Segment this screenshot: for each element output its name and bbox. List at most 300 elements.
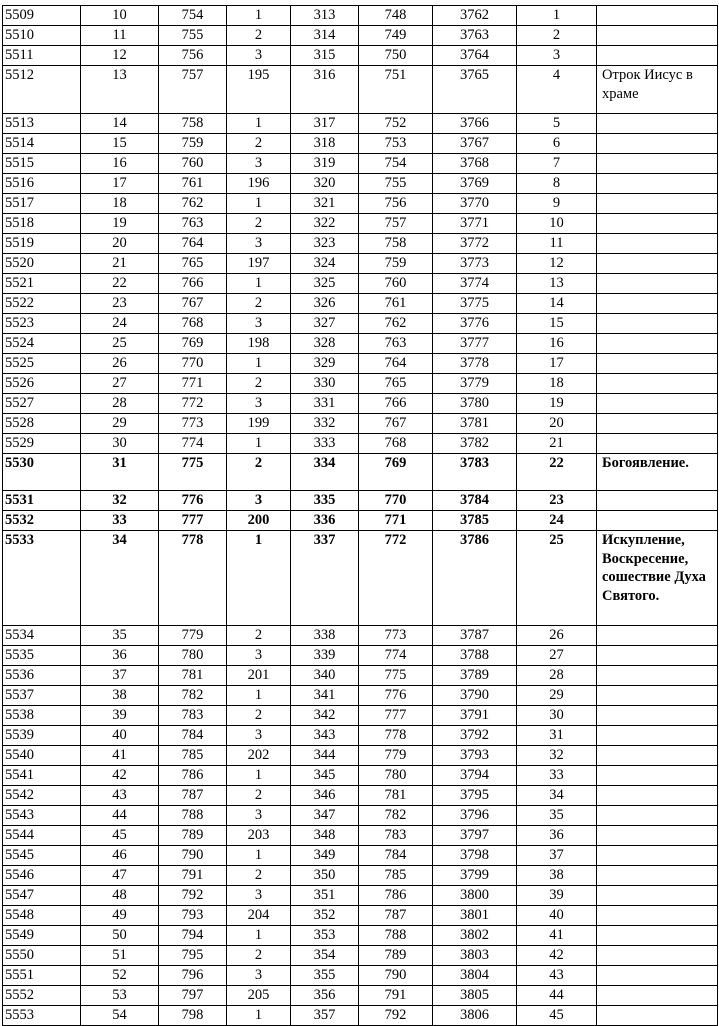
table-cell: 43 — [517, 966, 597, 986]
table-row — [3, 1006, 718, 1026]
table-cell: 32 — [517, 746, 597, 766]
table-cell: 339 — [291, 646, 359, 666]
event-note-cell — [597, 374, 718, 394]
event-note-cell — [597, 1006, 718, 1026]
table-cell: 4 — [517, 66, 597, 114]
table-cell: 3 — [227, 314, 291, 334]
table-cell: 325 — [291, 274, 359, 294]
table-row — [3, 511, 718, 531]
table-cell: 793 — [159, 906, 227, 926]
table-cell: 50 — [81, 926, 159, 946]
table-cell: 6 — [517, 134, 597, 154]
table-cell: 3767 — [433, 134, 517, 154]
table-cell: 330 — [291, 374, 359, 394]
table-cell: 29 — [517, 686, 597, 706]
table-cell: 781 — [159, 666, 227, 686]
table-cell: 795 — [159, 946, 227, 966]
table-cell: 28 — [517, 666, 597, 686]
table-cell: 2 — [517, 26, 597, 46]
event-note-cell: Отрок Иисус в храме — [597, 66, 718, 114]
table-cell: 3 — [227, 966, 291, 986]
table-cell: 5530 — [3, 454, 81, 491]
table-cell: 5524 — [3, 334, 81, 354]
event-note-cell — [597, 746, 718, 766]
table-cell: 5541 — [3, 766, 81, 786]
event-note-cell — [597, 434, 718, 454]
table-cell: 31 — [81, 454, 159, 491]
table-cell: 28 — [81, 394, 159, 414]
table-cell: 2 — [227, 946, 291, 966]
table-cell: 776 — [359, 686, 433, 706]
table-cell: 797 — [159, 986, 227, 1006]
table-cell: 764 — [359, 354, 433, 374]
table-row — [3, 986, 718, 1006]
table-cell: 3 — [227, 394, 291, 414]
table-row — [3, 354, 718, 374]
table-cell: 7 — [517, 154, 597, 174]
table-cell: 3792 — [433, 726, 517, 746]
table-cell: 331 — [291, 394, 359, 414]
table-cell: 787 — [359, 906, 433, 926]
table-row — [3, 926, 718, 946]
table-cell: 337 — [291, 531, 359, 626]
table-cell: 1 — [227, 434, 291, 454]
table-cell: 318 — [291, 134, 359, 154]
table-cell: 794 — [159, 926, 227, 946]
table-cell: 336 — [291, 511, 359, 531]
table-cell: 13 — [81, 66, 159, 114]
table-cell: 3781 — [433, 414, 517, 434]
table-cell: 784 — [359, 846, 433, 866]
table-cell: 3 — [227, 646, 291, 666]
table-cell: 16 — [517, 334, 597, 354]
table-cell: 3798 — [433, 846, 517, 866]
table-cell: 5536 — [3, 666, 81, 686]
table-cell: 42 — [81, 766, 159, 786]
table-cell: 757 — [359, 214, 433, 234]
table-cell: 5519 — [3, 234, 81, 254]
table-cell: 40 — [81, 726, 159, 746]
table-cell: 45 — [517, 1006, 597, 1026]
table-cell: 43 — [81, 786, 159, 806]
table-cell: 763 — [359, 334, 433, 354]
table-cell: 1 — [227, 274, 291, 294]
table-cell: 3803 — [433, 946, 517, 966]
table-cell: 3 — [227, 46, 291, 66]
table-row — [3, 6, 718, 26]
event-note-cell — [597, 786, 718, 806]
table-cell: 30 — [517, 706, 597, 726]
table-cell: 2 — [227, 26, 291, 46]
event-note-cell — [597, 666, 718, 686]
table-cell: 772 — [159, 394, 227, 414]
table-cell: 46 — [81, 846, 159, 866]
table-cell: 354 — [291, 946, 359, 966]
table-cell: 23 — [81, 294, 159, 314]
table-cell: 3805 — [433, 986, 517, 1006]
table-row — [3, 374, 718, 394]
table-cell: 2 — [227, 866, 291, 886]
table-cell: 5545 — [3, 846, 81, 866]
table-cell: 783 — [159, 706, 227, 726]
table-cell: 23 — [517, 491, 597, 511]
table-cell: 5520 — [3, 254, 81, 274]
table-row — [3, 726, 718, 746]
table-cell: 34 — [81, 531, 159, 626]
table-cell: 328 — [291, 334, 359, 354]
table-cell: 15 — [517, 314, 597, 334]
event-note-cell — [597, 114, 718, 134]
event-note-cell — [597, 686, 718, 706]
table-cell: 34 — [517, 786, 597, 806]
table-cell: 2 — [227, 294, 291, 314]
table-cell: 338 — [291, 626, 359, 646]
table-cell: 341 — [291, 686, 359, 706]
table-cell: 332 — [291, 414, 359, 434]
table-cell: 1 — [227, 846, 291, 866]
table-cell: 195 — [227, 66, 291, 114]
table-cell: 5533 — [3, 531, 81, 626]
table-cell: 783 — [359, 826, 433, 846]
table-cell: 3 — [227, 154, 291, 174]
table-cell: 756 — [159, 46, 227, 66]
table-row — [3, 766, 718, 786]
table-cell: 753 — [359, 134, 433, 154]
table-cell: 771 — [159, 374, 227, 394]
table-cell: 12 — [81, 46, 159, 66]
table-cell: 22 — [81, 274, 159, 294]
table-cell: 780 — [159, 646, 227, 666]
table-cell: 39 — [81, 706, 159, 726]
table-cell: 749 — [359, 26, 433, 46]
table-cell: 754 — [359, 154, 433, 174]
table-cell: 199 — [227, 414, 291, 434]
table-row — [3, 26, 718, 46]
table-cell: 3790 — [433, 686, 517, 706]
table-cell: 1 — [227, 1006, 291, 1026]
event-note-cell — [597, 926, 718, 946]
table-cell: 25 — [81, 334, 159, 354]
table-row — [3, 394, 718, 414]
table-cell: 765 — [359, 374, 433, 394]
event-note-cell — [597, 194, 718, 214]
table-row — [3, 194, 718, 214]
table-cell: 3763 — [433, 26, 517, 46]
event-note-cell — [597, 254, 718, 274]
table-cell: 200 — [227, 511, 291, 531]
table-cell: 49 — [81, 906, 159, 926]
table-cell: 5539 — [3, 726, 81, 746]
table-cell: 20 — [517, 414, 597, 434]
table-cell: 5526 — [3, 374, 81, 394]
table-row — [3, 531, 718, 626]
event-note-cell — [597, 706, 718, 726]
table-cell: 5538 — [3, 706, 81, 726]
table-cell: 5551 — [3, 966, 81, 986]
table-cell: 3 — [227, 806, 291, 826]
table-cell: 314 — [291, 26, 359, 46]
table-cell: 17 — [517, 354, 597, 374]
table-cell: 760 — [359, 274, 433, 294]
table-row — [3, 114, 718, 134]
table-cell: 5542 — [3, 786, 81, 806]
table-cell: 763 — [159, 214, 227, 234]
event-note-cell — [597, 866, 718, 886]
event-note-cell — [597, 766, 718, 786]
table-cell: 3777 — [433, 334, 517, 354]
table-cell: 2 — [227, 214, 291, 234]
table-cell: 31 — [517, 726, 597, 746]
event-note-cell — [597, 314, 718, 334]
table-cell: 766 — [359, 394, 433, 414]
table-cell: 759 — [159, 134, 227, 154]
table-cell: 5553 — [3, 1006, 81, 1026]
table-cell: 25 — [517, 531, 597, 626]
table-row — [3, 946, 718, 966]
table-cell: 52 — [81, 966, 159, 986]
table-cell: 345 — [291, 766, 359, 786]
table-cell: 3793 — [433, 746, 517, 766]
table-cell: 3764 — [433, 46, 517, 66]
table-cell: 333 — [291, 434, 359, 454]
table-cell: 774 — [359, 646, 433, 666]
event-note-cell — [597, 646, 718, 666]
table-cell: 319 — [291, 154, 359, 174]
table-row — [3, 826, 718, 846]
table-cell: 5534 — [3, 626, 81, 646]
event-note-cell — [597, 726, 718, 746]
table-cell: 784 — [159, 726, 227, 746]
table-cell: 3796 — [433, 806, 517, 826]
table-cell: 3785 — [433, 511, 517, 531]
table-cell: 327 — [291, 314, 359, 334]
table-row — [3, 626, 718, 646]
table-cell: 5522 — [3, 294, 81, 314]
table-cell: 779 — [359, 746, 433, 766]
table-cell: 13 — [517, 274, 597, 294]
table-cell: 778 — [159, 531, 227, 626]
table-cell: 347 — [291, 806, 359, 826]
table-row — [3, 886, 718, 906]
table-cell: 3789 — [433, 666, 517, 686]
table-cell: 42 — [517, 946, 597, 966]
table-cell: 3780 — [433, 394, 517, 414]
table-cell: 2 — [227, 454, 291, 491]
table-cell: 5523 — [3, 314, 81, 334]
table-cell: 35 — [81, 626, 159, 646]
event-note-cell: Искупление, Воскресение, сошествие Духа Святого. — [597, 531, 718, 626]
table-cell: 5549 — [3, 926, 81, 946]
table-cell: 771 — [359, 511, 433, 531]
table-cell: 5550 — [3, 946, 81, 966]
table-cell: 3 — [227, 234, 291, 254]
table-row — [3, 334, 718, 354]
table-cell: 38 — [517, 866, 597, 886]
table-row — [3, 806, 718, 826]
table-row — [3, 866, 718, 886]
table-cell: 790 — [159, 846, 227, 866]
table-cell: 768 — [159, 314, 227, 334]
chronology-table — [2, 5, 718, 1026]
table-cell: 26 — [517, 626, 597, 646]
table-cell: 796 — [159, 966, 227, 986]
table-row — [3, 46, 718, 66]
table-cell: 44 — [517, 986, 597, 1006]
table-cell: 202 — [227, 746, 291, 766]
table-cell: 357 — [291, 1006, 359, 1026]
table-cell: 3775 — [433, 294, 517, 314]
table-cell: 5532 — [3, 511, 81, 531]
table-cell: 1 — [227, 766, 291, 786]
event-note-cell — [597, 394, 718, 414]
table-cell: 5543 — [3, 806, 81, 826]
table-cell: 3766 — [433, 114, 517, 134]
table-cell: 5544 — [3, 826, 81, 846]
table-cell: 17 — [81, 174, 159, 194]
table-cell: 3773 — [433, 254, 517, 274]
table-row — [3, 174, 718, 194]
table-cell: 755 — [359, 174, 433, 194]
table-cell: 40 — [517, 906, 597, 926]
table-cell: 3778 — [433, 354, 517, 374]
table-cell: 322 — [291, 214, 359, 234]
table-cell: 320 — [291, 174, 359, 194]
table-cell: 32 — [81, 491, 159, 511]
event-note-cell — [597, 826, 718, 846]
table-cell: 16 — [81, 154, 159, 174]
event-note-cell — [597, 886, 718, 906]
table-row — [3, 966, 718, 986]
table-cell: 3783 — [433, 454, 517, 491]
table-cell: 326 — [291, 294, 359, 314]
event-note-cell — [597, 511, 718, 531]
table-cell: 5511 — [3, 46, 81, 66]
table-cell: 1 — [227, 194, 291, 214]
table-cell: 3774 — [433, 274, 517, 294]
table-cell: 33 — [517, 766, 597, 786]
table-cell: 44 — [81, 806, 159, 826]
table-cell: 774 — [159, 434, 227, 454]
table-cell: 5531 — [3, 491, 81, 511]
table-cell: 758 — [159, 114, 227, 134]
table-cell: 779 — [159, 626, 227, 646]
table-row — [3, 646, 718, 666]
table-cell: 343 — [291, 726, 359, 746]
table-cell: 355 — [291, 966, 359, 986]
table-cell: 21 — [81, 254, 159, 274]
event-note-cell — [597, 46, 718, 66]
event-note-cell — [597, 354, 718, 374]
table-cell: 344 — [291, 746, 359, 766]
table-cell: 5547 — [3, 886, 81, 906]
table-cell: 313 — [291, 6, 359, 26]
table-cell: 5513 — [3, 114, 81, 134]
table-cell: 3786 — [433, 531, 517, 626]
table-cell: 30 — [81, 434, 159, 454]
table-cell: 3794 — [433, 766, 517, 786]
table-cell: 349 — [291, 846, 359, 866]
table-cell: 3787 — [433, 626, 517, 646]
table-cell: 38 — [81, 686, 159, 706]
table-cell: 5514 — [3, 134, 81, 154]
table-cell: 5529 — [3, 434, 81, 454]
event-note-cell — [597, 966, 718, 986]
table-cell: 5548 — [3, 906, 81, 926]
table-cell: 778 — [359, 726, 433, 746]
table-cell: 54 — [81, 1006, 159, 1026]
table-cell: 346 — [291, 786, 359, 806]
table-cell: 5527 — [3, 394, 81, 414]
table-row — [3, 706, 718, 726]
table-cell: 41 — [517, 926, 597, 946]
table-cell: 24 — [81, 314, 159, 334]
table-cell: 197 — [227, 254, 291, 274]
table-cell: 1 — [227, 354, 291, 374]
table-cell: 782 — [159, 686, 227, 706]
table-cell: 3797 — [433, 826, 517, 846]
table-cell: 12 — [517, 254, 597, 274]
table-cell: 798 — [159, 1006, 227, 1026]
table-cell: 14 — [81, 114, 159, 134]
table-cell: 754 — [159, 6, 227, 26]
table-cell: 3 — [227, 886, 291, 906]
table-cell: 3 — [517, 46, 597, 66]
table-cell: 785 — [359, 866, 433, 886]
event-note-cell — [597, 986, 718, 1006]
table-cell: 45 — [81, 826, 159, 846]
table-cell: 5509 — [3, 6, 81, 26]
table-cell: 351 — [291, 886, 359, 906]
table-cell: 205 — [227, 986, 291, 1006]
table-cell: 53 — [81, 986, 159, 1006]
table-cell: 3804 — [433, 966, 517, 986]
table-cell: 21 — [517, 434, 597, 454]
table-cell: 5 — [517, 114, 597, 134]
table-cell: 323 — [291, 234, 359, 254]
table-cell: 758 — [359, 234, 433, 254]
table-cell: 3771 — [433, 214, 517, 234]
table-cell: 3 — [227, 726, 291, 746]
table-cell: 356 — [291, 986, 359, 1006]
table-cell: 8 — [517, 174, 597, 194]
table-cell: 47 — [81, 866, 159, 886]
table-cell: 3791 — [433, 706, 517, 726]
table-cell: 26 — [81, 354, 159, 374]
table-cell: 14 — [517, 294, 597, 314]
table-cell: 776 — [159, 491, 227, 511]
table-cell: 41 — [81, 746, 159, 766]
table-cell: 5540 — [3, 746, 81, 766]
table-row — [3, 746, 718, 766]
table-cell: 48 — [81, 886, 159, 906]
table-cell: 760 — [159, 154, 227, 174]
table-cell: 20 — [81, 234, 159, 254]
table-row — [3, 846, 718, 866]
table-cell: 3788 — [433, 646, 517, 666]
table-cell: 11 — [517, 234, 597, 254]
table-row — [3, 491, 718, 511]
table-cell: 10 — [517, 214, 597, 234]
table-cell: 5518 — [3, 214, 81, 234]
table-cell: 5515 — [3, 154, 81, 174]
event-note-cell: Богоявление. — [597, 454, 718, 491]
table-cell: 198 — [227, 334, 291, 354]
event-note-cell — [597, 946, 718, 966]
table-cell: 789 — [159, 826, 227, 846]
table-cell: 761 — [359, 294, 433, 314]
table-cell: 1 — [227, 926, 291, 946]
table-cell: 789 — [359, 946, 433, 966]
